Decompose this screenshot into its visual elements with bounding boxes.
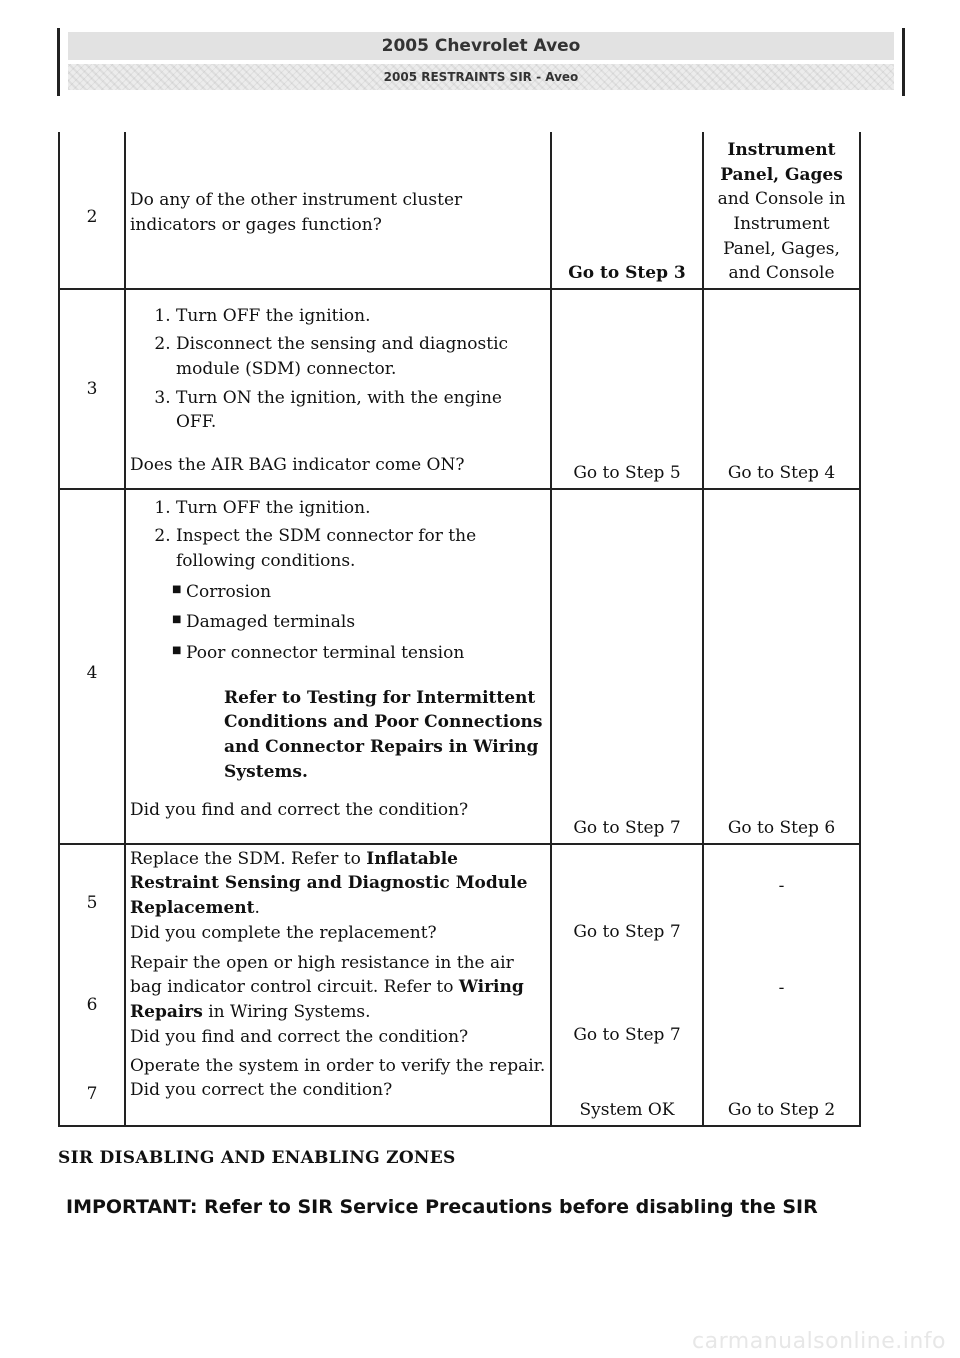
section-heading: SIR DISABLING AND ENABLING ZONES: [58, 1148, 456, 1168]
question-text: Did you correct the condition?: [130, 1080, 393, 1101]
table-row: [59, 947, 860, 1050]
step-number: 4: [59, 489, 125, 844]
important-text: Refer to SIR Service Precautions before disabling the SIR: [197, 1196, 818, 1218]
reference-link[interactable]: Wiring Repairs: [130, 977, 524, 1023]
bullet-item: ■ Damaged terminals: [186, 610, 546, 635]
bullet-item: ■ Corrosion: [186, 580, 546, 605]
no-line: Panel, Gages: [720, 164, 843, 185]
reference-link[interactable]: Inflatable Restraint Sensing and Diagnostic Module Replacement: [130, 848, 528, 919]
diagnostic-table: [58, 132, 861, 1127]
action-text: Operate the system in order to verify the repair.: [130, 1055, 546, 1076]
action-text: Replace the SDM. Refer to: [130, 848, 367, 869]
no-cell: [703, 844, 860, 947]
no-value: -: [778, 875, 785, 896]
yes-cell: Go to Step 7: [551, 947, 703, 1050]
table-row: [59, 844, 860, 947]
table-row: [59, 1050, 860, 1126]
action-cell: [125, 489, 551, 844]
list-item: 3. Turn ON the ignition, with the engine OFF.: [176, 386, 546, 435]
step-number: 2: [59, 132, 125, 289]
question-text: Did you find and correct the condition?: [130, 1026, 469, 1047]
action-cell: [125, 1050, 551, 1126]
table-row: [59, 132, 860, 289]
reference-note: Refer to Testing for Intermittent Conditions and Poor Connections and Connector Repairs in Wiring Systems.: [224, 687, 543, 782]
question-text: Did you find and correct the condition?: [130, 800, 469, 821]
list-item: 2. Disconnect the sensing and diagnostic module (SDM) connector.: [176, 332, 546, 381]
table-row: [59, 289, 860, 489]
yes-cell: Go to Step 3: [551, 132, 703, 289]
table-row: [59, 489, 860, 844]
no-line: and Console in: [717, 189, 846, 210]
no-cell: [703, 132, 860, 289]
action-text: Do any of the other instrument cluster indicators or gages function?: [130, 190, 463, 235]
question-text: Did you complete the replacement?: [130, 922, 437, 943]
yes-cell: Go to Step 7: [551, 489, 703, 844]
action-text: .: [254, 898, 260, 919]
important-note: [66, 1196, 818, 1218]
header-title: 2005 Chevrolet Aveo: [68, 32, 894, 60]
no-line: Instrument: [733, 213, 830, 234]
action-cell: [125, 947, 551, 1050]
no-cell: [703, 947, 860, 1050]
document-header: [57, 28, 905, 96]
step-number: 5: [59, 844, 125, 947]
action-text: Repair the open or high resistance in the air bag indicator control circuit. Refer to: [130, 952, 514, 998]
action-cell: [125, 844, 551, 947]
no-line: and Console: [728, 263, 835, 284]
action-cell: [125, 289, 551, 489]
no-line: Instrument: [727, 140, 836, 160]
no-value: -: [778, 978, 785, 999]
step-number: 6: [59, 947, 125, 1050]
list-item: 1. Turn OFF the ignition.: [176, 496, 546, 521]
header-subtitle: 2005 RESTRAINTS SIR - Aveo: [68, 64, 894, 90]
yes-cell: Go to Step 5: [551, 289, 703, 489]
important-label: IMPORTANT:: [66, 1196, 198, 1218]
yes-cell: Go to Step 7: [551, 844, 703, 947]
list-item: 2. Inspect the SDM connector for the following conditions.: [176, 524, 546, 573]
step-number: 7: [59, 1050, 125, 1126]
step-number: 3: [59, 289, 125, 489]
action-text: in Wiring Systems.: [202, 1002, 371, 1023]
question-text: Does the AIR BAG indicator come ON?: [130, 455, 465, 476]
no-line: Panel, Gages,: [723, 238, 840, 259]
bullet-item: ■ Poor connector terminal tension: [186, 641, 546, 666]
yes-cell: System OK: [551, 1050, 703, 1126]
no-cell: Go to Step 2: [703, 1050, 860, 1126]
action-cell: [125, 132, 551, 289]
list-item: 1. Turn OFF the ignition.: [176, 304, 546, 329]
no-cell: Go to Step 6: [703, 489, 860, 844]
no-cell: Go to Step 4: [703, 289, 860, 489]
watermark: carmanualsonline.info: [692, 1329, 946, 1354]
